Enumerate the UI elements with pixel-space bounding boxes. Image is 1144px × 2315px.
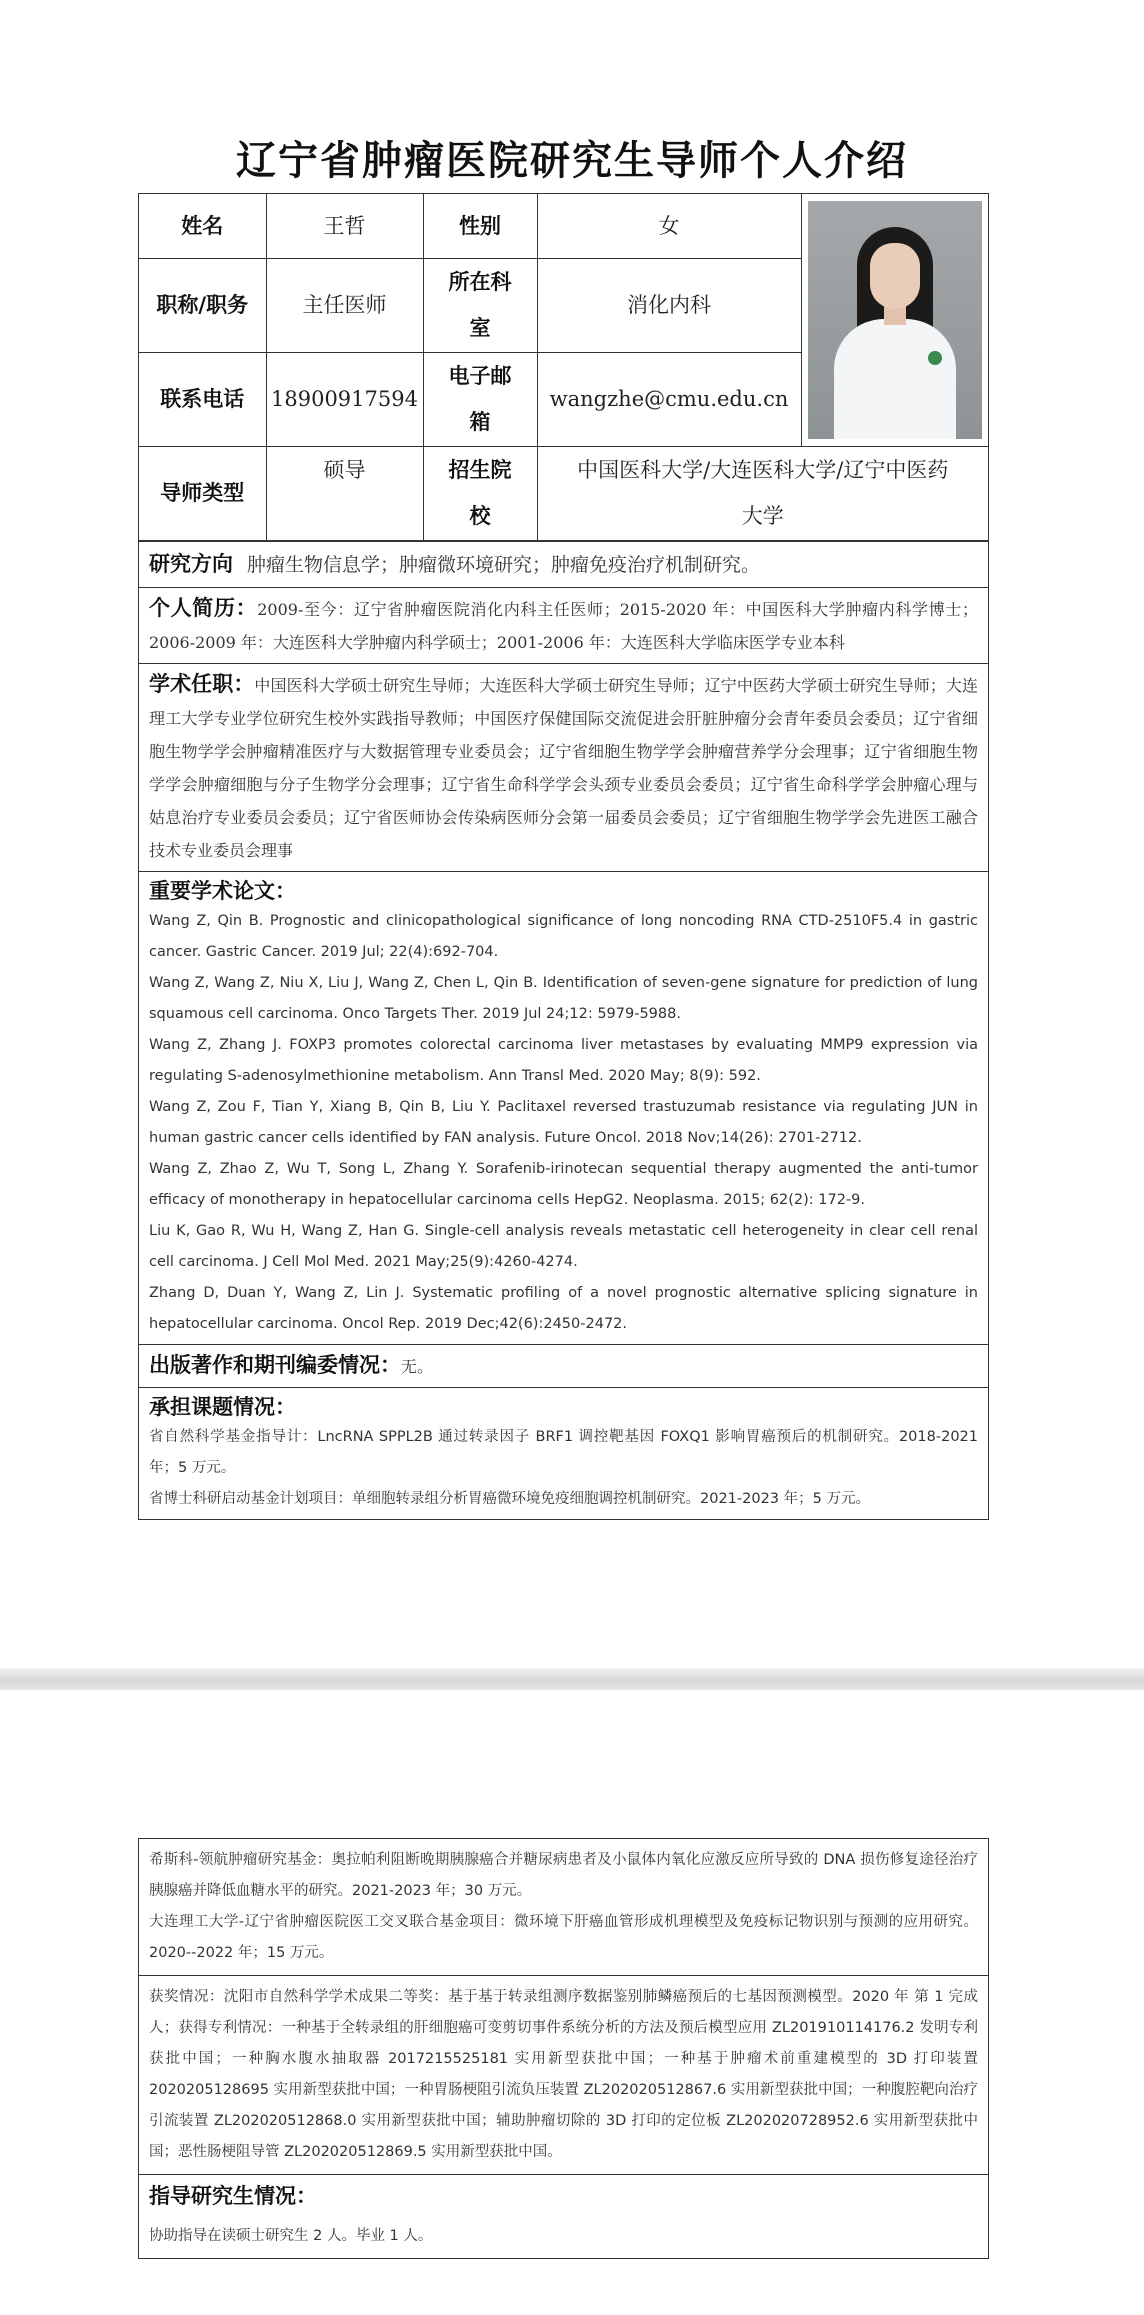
profile-sheet: [138, 193, 989, 1520]
paper-item: Wang Z, Zhang J. FOXP3 promotes colorectal carcinoma liver metastases by evaluating MMP9 expression via regulating S-adenosylmethionine metabolism. Ann Transl Med. 2020 May; 8(9): 592.: [149, 1036, 978, 1084]
profile-sheet-continued: [138, 1838, 989, 2259]
research-section: [139, 541, 988, 587]
email-value: wangzhe@cmu.edu.cn: [537, 352, 801, 446]
school-value: 中国医科大学/大连医科大学/辽宁中医药 大学: [537, 446, 988, 540]
awards-text: 获奖情况：沈阳市自然科学学术成果二等奖：基于基于转录组测序数据鉴别肺鳞癌预后的七基因预测模型。2020 年 第 1 完成人；获得专利情况：一种基于全转录组的肝细胞癌可变剪切事件系统分析的方法及预后模型应用 ZL201910114176.2 发明专利获批中国；一种胸水腹水抽取器 2017215525181 实用新型获批中国；一种基于肿瘤术前重建模型的 3D 打印装置 2020205128695 实用新型获批中国；一种胃肠梗阻引流负压装置 ZL202020512867.6 实用新型获批中国；一种腹腔靶向治疗引流装置 ZL202020512868.0 实用新型获批中国；辅助肿瘤切除的 3D 打印的定位板 ZL202020728952.6 实用新型获批中国；恶性肠梗阻导管 ZL202020512869.5 实用新型获批中国。: [149, 1989, 978, 2160]
dept-label: 所在科 室: [423, 258, 537, 352]
resume-text: 2009-至今：辽宁省肿瘤医院消化内科主任医师；2015-2020 年：中国医科大学肿瘤内科学博士；2006-2009 年：大连医科大学肿瘤内科学硕士；2001-2006 年：大连医科大学临床医学专业本科: [149, 599, 979, 652]
info-table: [139, 194, 988, 541]
type-label: 导师类型: [139, 446, 266, 540]
projects-label: 承担课题情况：: [149, 1394, 296, 1419]
title-label: 职称/职务: [139, 258, 266, 352]
projects-continued: [139, 1839, 988, 1975]
publications-text: 无。: [401, 1356, 434, 1376]
paper-item: Wang Z, Wang Z, Niu X, Liu J, Wang Z, Chen L, Qin B. Identification of seven-gene signature for prediction of lung squamous cell carcinoma. Onco Targets Ther. 2019 Jul 24;12: 5979-5988.: [149, 974, 978, 1022]
page-divider: [0, 1668, 1144, 1690]
gender-value: 女: [537, 194, 801, 258]
academic-section: [139, 663, 988, 871]
students-section: [139, 2174, 988, 2258]
paper-item: Wang Z, Zou F, Tian Y, Xiang B, Qin B, Liu Y. Paclitaxel reversed trastuzumab resistance via regulating JUN in human gastric cancer cells identified by FAN analysis. Future Oncol. 2018 Nov;14(26): 2701-2712.: [149, 1098, 978, 1146]
name-value: 王哲: [266, 194, 423, 258]
project-item: 大连理工大学-辽宁省肿瘤医院医工交叉联合基金项目：微环境下肝癌血管形成机理模型及免疫标记物识别与预测的应用研究。2020--2022 年；15 万元。: [149, 1914, 978, 1961]
research-label: 研究方向: [149, 551, 233, 576]
title-value: 主任医师: [266, 258, 423, 352]
awards-section: [139, 1975, 988, 2174]
school-label: 招生院 校: [423, 446, 537, 540]
project-item: 希斯科-领航肿瘤研究基金：奥拉帕利阻断晚期胰腺癌合并糖尿病患者及小鼠体内氧化应激反应所导致的 DNA 损伤修复途径治疗胰腺癌并降低血糖水平的研究。2021-2023 年；30 万元。: [149, 1852, 978, 1899]
project-item: 省博士科研启动基金计划项目：单细胞转录组分析胃癌微环境免疫细胞调控机制研究。2021-2023 年；5 万元。: [149, 1490, 870, 1507]
project-item: 省自然科学基金指导计：LncRNA SPPL2B 通过转录因子 BRF1 调控靶基因 FOXQ1 影响胃癌预后的机制研究。2018-2021 年；5 万元。: [149, 1428, 978, 1476]
paper-item: Wang Z, Zhao Z, Wu T, Song L, Zhang Y. Sorafenib-irinotecan sequential therapy augmented the anti-tumor efficacy of monotherapy in hepatocellular carcinoma cells HepG2. Neoplasma. 2015; 62(2): 172-9.: [149, 1160, 978, 1208]
email-label: 电子邮 箱: [423, 352, 537, 446]
phone-value: 18900917594: [266, 352, 423, 446]
academic-text: 中国医科大学硕士研究生导师；大连医科大学硕士研究生导师；辽宁中医药大学硕士研究生导师；大连理工大学专业学位研究生校外实践指导教师；中国医疗保健国际交流促进会肝脏肿瘤分会青年委员会委员；辽宁省细胞生物学学会肿瘤精准医疗与大数据管理专业委员会；辽宁省细胞生物学学会肿瘤营养学分会理事；辽宁省细胞生物学学会肿瘤细胞与分子生物学分会理事；辽宁省生命科学学会头颈专业委员会委员；辽宁省生命科学学会肿瘤心理与姑息治疗专业委员会委员；辽宁省医师协会传染病医师分会第一届委员会委员；辽宁省细胞生物学学会先进医工融合技术专业委员会理事: [149, 675, 978, 860]
paper-item: Wang Z, Qin B. Prognostic and clinicopathological significance of long noncoding RNA CTD-2510F5.4 in gastric cancer. Gastric Cancer. 2019 Jul; 22(4):692-704.: [149, 912, 978, 960]
type-value: 硕导: [266, 446, 423, 540]
paper-item: Liu K, Gao R, Wu H, Wang Z, Han G. Single-cell analysis reveals metastatic cell heterogeneity in clear cell renal cell carcinoma. J Cell Mol Med. 2021 May;25(9):4260-4274.: [149, 1222, 978, 1270]
academic-label: 学术任职：: [149, 671, 255, 696]
resume-section: [139, 587, 988, 663]
students-label: 指导研究生情况：: [149, 2184, 317, 2208]
publications-label: 出版著作和期刊编委情况：: [149, 1352, 401, 1377]
dept-value: 消化内科: [537, 258, 801, 352]
portrait-photo: [808, 201, 982, 439]
papers-label: 重要学术论文：: [149, 878, 296, 903]
projects-section: [139, 1387, 988, 1519]
page-title: 辽宁省肿瘤医院研究生导师个人介绍: [236, 138, 908, 184]
papers-section: [139, 871, 988, 1344]
students-text: 协助指导在读硕士研究生 2 人。毕业 1 人。: [149, 2228, 433, 2244]
publications-section: [139, 1344, 988, 1387]
resume-label: 个人简历：: [149, 595, 258, 620]
paper-item: Zhang D, Duan Y, Wang Z, Lin J. Systematic profiling of a novel prognostic alternative splicing signature in hepatocellular carcinoma. Oncol Rep. 2019 Dec;42(6):2450-2472.: [149, 1284, 978, 1332]
photo-cell: [801, 194, 988, 446]
gender-label: 性别: [423, 194, 537, 258]
phone-label: 联系电话: [139, 352, 266, 446]
name-label: 姓名: [139, 194, 266, 258]
research-text: 肿瘤生物信息学；肿瘤微环境研究；肿瘤免疫治疗机制研究。: [247, 553, 761, 576]
